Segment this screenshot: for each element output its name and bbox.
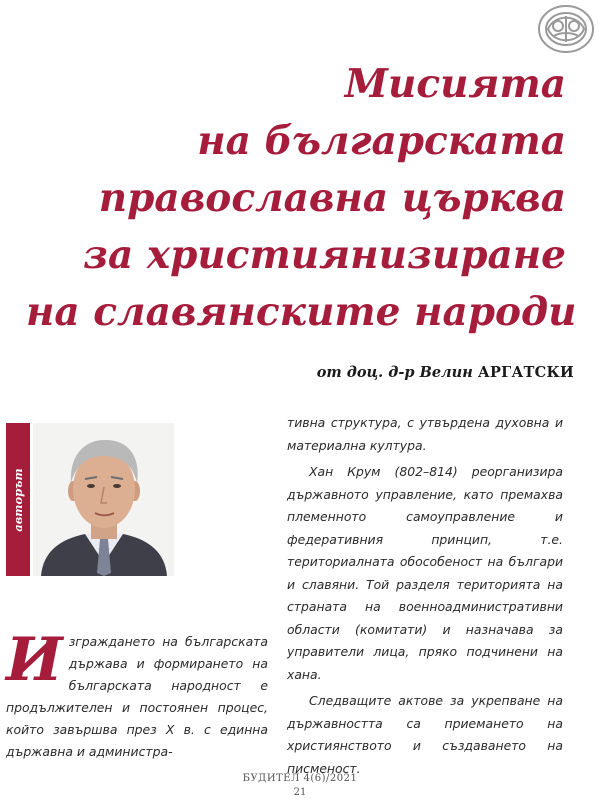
paragraph: Следващите актове за укрепване на държавността са приемането на християнството и създаването на писменост. (287, 693, 563, 776)
lead-text: зграждането на българската държава и формирането на българската народност е продължителен и постоянен процес, който завършва през Х в. с единна държавна и администра- (6, 634, 268, 759)
byline-surname: АРГАТСКИ (477, 364, 574, 381)
title-line: Мисията (344, 61, 566, 107)
author-photo (33, 423, 174, 576)
title-line: православна църква (98, 175, 566, 221)
author-byline (317, 364, 574, 381)
byline-prefix: от доц. д-р Велин (316, 364, 473, 381)
portrait-image (33, 423, 174, 576)
drop-cap: И (6, 625, 63, 695)
article-title (26, 56, 577, 341)
paragraph: тивна структура, с утвърдена духовна и материална култура. (287, 415, 563, 453)
title-line: за християнизиране (83, 232, 566, 278)
title-line: на българската (197, 118, 566, 164)
ornament-icon (536, 2, 596, 56)
title-line: на славянските народи (26, 289, 577, 335)
author-label: авторът (11, 467, 25, 532)
lead-paragraph (6, 625, 268, 763)
paragraph: Хан Крум (802–814) реорганизира държавното управление, като премахва племенното самоуправление и федеративния принцип, т.е. териториалната обособеност на българи и славяни. Той разделя територията на страната на военноадминистративни области (комитати) и назначава за управители лица, пряко подчинени на хана. (287, 464, 563, 682)
journal-footer: БУДИТЕЛ 4(6)/2021 (242, 773, 358, 784)
author-label-tab (6, 423, 30, 576)
page-number: 21 (293, 787, 307, 798)
left-column (6, 625, 268, 763)
right-column (287, 412, 563, 784)
